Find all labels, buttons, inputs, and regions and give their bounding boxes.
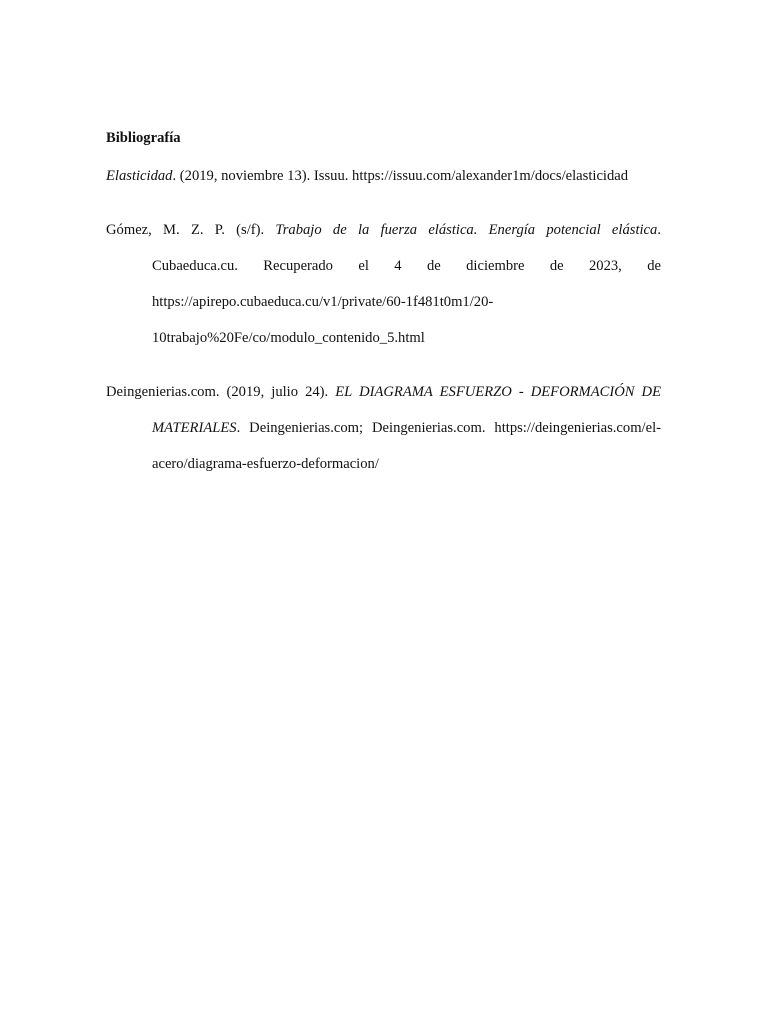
entry-3-line-1 xyxy=(106,374,661,410)
entry-1-rest: . (2019, noviembre 13). Issuu. https://issuu.com/alexander1m/docs/elasticidad xyxy=(172,168,629,184)
bibliography-heading: Bibliografía xyxy=(106,130,181,146)
entry-3-line-3: acero/diagrama-esfuerzo-deformacion/ xyxy=(152,456,379,472)
entry-2-line-3: https://apirepo.cubaeduca.cu/v1/private/60-1f481t0m1/20- xyxy=(152,294,494,310)
bibliography-entry-1 xyxy=(106,158,661,194)
entry-2-line-2: Cubaeduca.cu. Recuperado el 4 de diciembre de 2023, de xyxy=(152,258,661,274)
entry-2-line-1 xyxy=(106,212,661,248)
bibliography-section xyxy=(106,120,661,500)
entry-2-author: Gómez, M. Z. P. (s/f). xyxy=(106,222,265,238)
entry-3-title-part-1: EL DIAGRAMA ESFUERZO - DEFORMACIÓN DE xyxy=(335,384,661,400)
entry-2-line-4: 10trabajo%20Fe/co/modulo_contenido_5.html xyxy=(152,330,425,346)
entry-3-rest: . Deingenierias.com; Deingenierias.com. https://deingenierias.com/el- xyxy=(236,420,661,436)
entry-2-title-end: . xyxy=(657,222,661,238)
entry-2-title: Trabajo de la fuerza elástica. Energía potencial elástica xyxy=(275,222,658,238)
entry-3-title-part-2: MATERIALES xyxy=(152,420,237,436)
bibliography-entry-3 xyxy=(106,374,661,482)
entry-3-author: Deingenierias.com. (2019, julio 24). xyxy=(106,384,329,400)
entry-3-line-2 xyxy=(106,410,661,446)
bibliography-entry-2 xyxy=(106,212,661,356)
entry-1-title: Elasticidad xyxy=(106,168,173,184)
